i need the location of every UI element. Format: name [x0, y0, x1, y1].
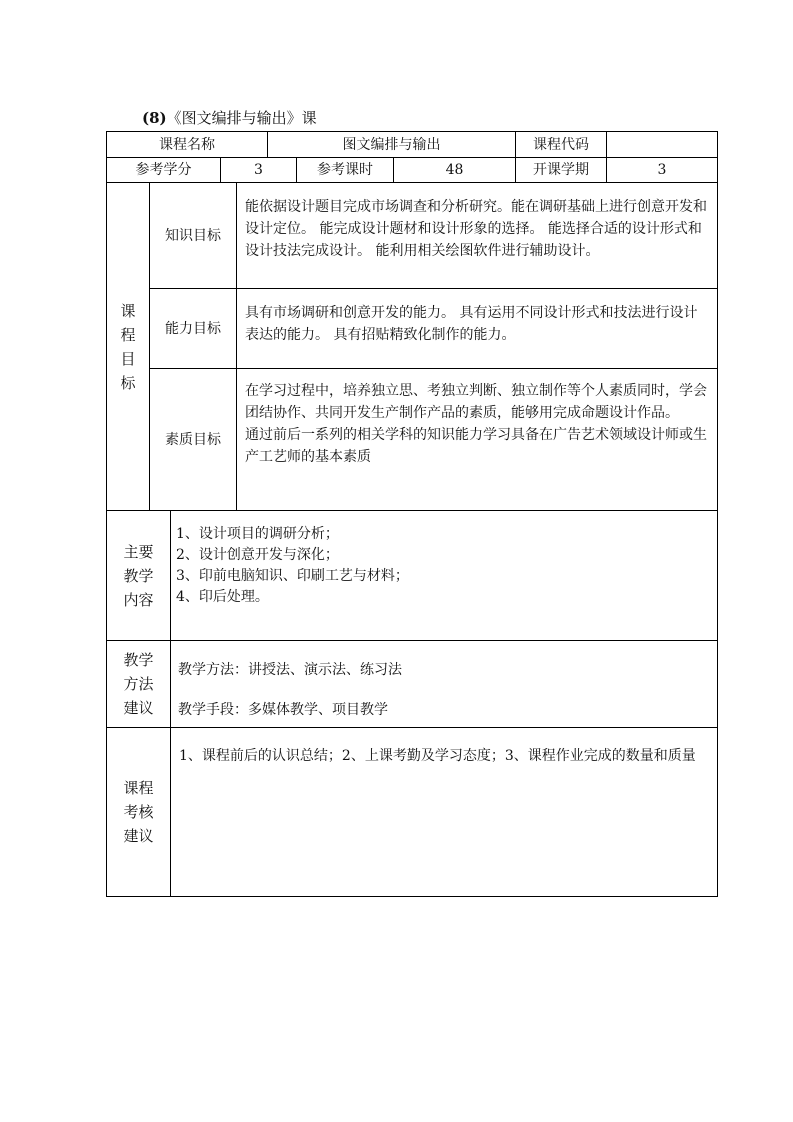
teaching-method-text: 教学方法：讲授法、演示法、练习法 [178, 662, 402, 678]
hours-value: 48 [445, 162, 464, 178]
title-text: 《图文编排与输出》课 [166, 109, 317, 127]
knowledge-objective-label: 知识目标 [165, 227, 221, 244]
course-name-label: 课程名称 [159, 136, 215, 153]
assessment-text: 1、课程前后的认识总结；2、上课考勤及学习态度；3、课程作业完成的数量和质量 [179, 748, 696, 764]
list-item: 1、设计项目的调研分析； [176, 526, 339, 542]
methods-label: 教学 方法 建议 [123, 651, 154, 717]
content-label: 主要 教学 内容 [123, 542, 154, 609]
list-item: 2、设计创意开发与深化； [176, 547, 339, 563]
course-name-value: 图文编排与输出 [342, 136, 441, 153]
course-code-label: 课程代码 [533, 136, 589, 153]
page-title [142, 108, 317, 128]
teaching-means-text: 教学手段：多媒体教学、项目教学 [178, 702, 388, 718]
title-number: (8) [142, 109, 167, 127]
course-code-value [607, 132, 717, 157]
ability-objective-label: 能力目标 [165, 320, 221, 337]
assessment-label: 课程 考核 建议 [123, 779, 154, 845]
semester-label: 开课学期 [533, 162, 589, 178]
list-item: 4、印后处理。 [176, 589, 269, 605]
content-list [176, 524, 716, 634]
hours-label: 参考课时 [317, 162, 373, 178]
credit-label: 参考学分 [135, 162, 192, 178]
ability-objective-text: 具有市场调研和创意开发的能力。 具有运用不同设计形式和技法进行设计表达的能力。 具有招贴精致化制作的能力。 [245, 305, 698, 343]
list-item: 3、印前电脑知识、印刷工艺与材料； [176, 568, 409, 584]
credit-value: 3 [254, 162, 263, 178]
objectives-label: 课 程 目 标 [120, 301, 136, 392]
quality-objective-text: 在学习过程中，培养独立思、考独立判断、独立制作等个人素质同时，学会团结协作、共同开发生产制作产品的素质，能够用完成命题设计作品。 通过前后一系列的相关学科的知识能力学习具备在广告艺术领域设计师或生产工艺师的基本素质 [245, 383, 707, 465]
knowledge-objective-text: 能依据设计题目完成市场调查和分析研究。能在调研基础上进行创意开发和设计定位。 能完成设计题材和设计形象的选择。 能选择合适的设计形式和设计技法完成设计。 能利用相关绘图软件进行辅助设计。 [245, 199, 707, 259]
quality-objective-label: 素质目标 [165, 431, 221, 448]
semester-value: 3 [657, 162, 667, 178]
